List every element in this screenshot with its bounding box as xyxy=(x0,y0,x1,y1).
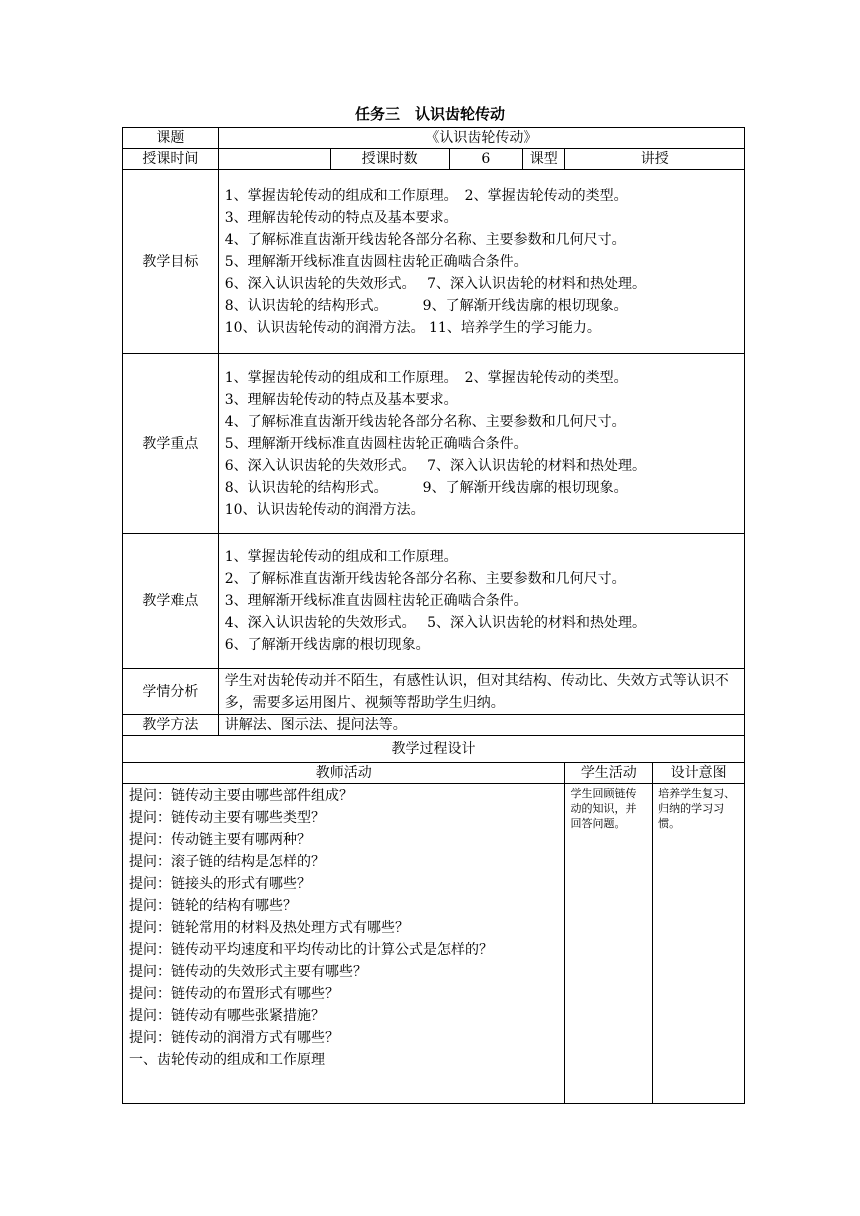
methods-row xyxy=(123,715,745,736)
objective-line: 1、掌握齿轮传动的组成和工作原理。 2、掌握齿轮传动的类型。 xyxy=(224,187,628,204)
design-intent: 培养学生复习、归纳的学习习惯。 xyxy=(653,784,745,1104)
course-value: 《认识齿轮传动》 xyxy=(218,128,744,149)
objectives-row xyxy=(123,170,745,354)
hours-value: 6 xyxy=(449,149,523,170)
lesson-plan-table xyxy=(122,127,745,1104)
type-value: 讲授 xyxy=(565,149,745,170)
teacher-line: 提问：链传动的润滑方式有哪些？ xyxy=(129,1030,339,1046)
objectives-label: 教学目标 xyxy=(123,170,219,354)
time-label: 授课时间 xyxy=(123,149,219,170)
course-row xyxy=(123,128,745,149)
key-points-content xyxy=(218,354,744,534)
process-content-row xyxy=(123,784,745,1104)
analysis-label: 学情分析 xyxy=(123,669,219,715)
difficulty-line: 3、理解渐开线标准直齿圆柱齿轮正确啮合条件。 xyxy=(224,593,528,609)
student-activities: 学生回顾链传动的知识，并回答问题。 xyxy=(565,784,653,1104)
objective-line: 3、理解齿轮传动的特点及基本要求。 xyxy=(224,209,458,226)
key-points-label: 教学重点 xyxy=(123,354,219,534)
teacher-line: 提问：链传动有哪些张紧措施？ xyxy=(129,1008,325,1024)
time-value xyxy=(218,149,330,170)
teacher-line: 提问：链传动平均速度和平均传动比的计算公式是怎样的？ xyxy=(129,942,493,958)
objectives-content xyxy=(218,170,744,354)
objective-line: 4、了解标准直齿渐开线齿轮各部分名称、主要参数和几何尺寸。 xyxy=(224,231,626,248)
key-point-line: 3、理解齿轮传动的特点及基本要求。 xyxy=(224,391,458,408)
page-title: 任务三 认识齿轮传动 xyxy=(354,105,505,123)
key-point-line: 8、认识齿轮的结构形式。 9、了解渐开线齿廓的根切现象。 xyxy=(224,479,628,496)
difficulties-content xyxy=(218,534,744,669)
process-heading: 教学过程设计 xyxy=(123,736,745,763)
difficulty-line: 6、了解渐开线齿廓的根切现象。 xyxy=(224,637,430,653)
analysis-row xyxy=(123,669,745,715)
objective-line: 10、认识齿轮传动的润滑方法。 11、培养学生的学习能力。 xyxy=(224,319,601,336)
key-point-line: 10、认识齿轮传动的润滑方法。 xyxy=(224,501,425,518)
difficulties-label: 教学难点 xyxy=(123,534,219,669)
difficulties-row xyxy=(123,534,745,669)
difficulty-line: 1、掌握齿轮传动的组成和工作原理。 xyxy=(224,549,458,565)
objective-line: 6、深入认识齿轮的失效形式。 7、深入认识齿轮的材料和热处理。 xyxy=(224,275,647,292)
difficulty-line: 4、深入认识齿轮的失效形式。 5、深入认识齿轮的材料和热处理。 xyxy=(224,615,647,631)
hours-label: 授课时数 xyxy=(330,149,449,170)
student-column-header: 学生活动 xyxy=(565,763,653,784)
teacher-line: 提问：链传动主要有哪些类型？ xyxy=(129,810,325,826)
analysis-text: 学生对齿轮传动并不陌生，有感性认识，但对其结构、传动比、失效方式等认识不多，需要多运用图片、视频等帮助学生归纳。 xyxy=(218,669,744,715)
teacher-line: 提问：滚子链的结构是怎样的？ xyxy=(129,854,325,870)
intent-column-header: 设计意图 xyxy=(653,763,745,784)
difficulty-line: 2、了解标准直齿渐开线齿轮各部分名称、主要参数和几何尺寸。 xyxy=(224,571,626,587)
process-heading-row xyxy=(123,736,745,763)
teacher-line: 一、齿轮传动的组成和工作原理 xyxy=(129,1052,325,1068)
teacher-line: 提问：链轮的结构有哪些？ xyxy=(129,898,297,914)
teacher-activities xyxy=(123,784,565,1104)
key-point-line: 5、理解渐开线标准直齿圆柱齿轮正确啮合条件。 xyxy=(224,435,528,452)
teacher-line: 提问：传动链主要有哪两种？ xyxy=(129,832,311,848)
key-point-line: 6、深入认识齿轮的失效形式。 7、深入认识齿轮的材料和热处理。 xyxy=(224,457,647,474)
type-label: 课型 xyxy=(523,149,565,170)
teacher-line: 提问：链接头的形式有哪些？ xyxy=(129,876,311,892)
process-columns-row xyxy=(123,763,745,784)
teacher-line: 提问：链传动主要由哪些部件组成？ xyxy=(129,788,353,804)
teacher-column-header: 教师活动 xyxy=(123,763,565,784)
objective-line: 8、认识齿轮的结构形式。 9、了解渐开线齿廓的根切现象。 xyxy=(224,297,628,314)
teacher-line: 提问：链传动的失效形式主要有哪些？ xyxy=(129,964,367,980)
key-point-line: 1、掌握齿轮传动的组成和工作原理。 2、掌握齿轮传动的类型。 xyxy=(224,369,628,386)
methods-label: 教学方法 xyxy=(123,715,219,736)
key-point-line: 4、了解标准直齿渐开线齿轮各部分名称、主要参数和几何尺寸。 xyxy=(224,413,626,430)
course-label: 课题 xyxy=(123,128,219,149)
teacher-line: 提问：链传动的布置形式有哪些？ xyxy=(129,986,339,1002)
key-points-row xyxy=(123,354,745,534)
teacher-line: 提问：链轮常用的材料及热处理方式有哪些？ xyxy=(129,920,409,936)
objective-line: 5、理解渐开线标准直齿圆柱齿轮正确啮合条件。 xyxy=(224,253,528,270)
schedule-row xyxy=(123,149,745,170)
methods-text: 讲解法、图示法、提问法等。 xyxy=(218,715,744,736)
